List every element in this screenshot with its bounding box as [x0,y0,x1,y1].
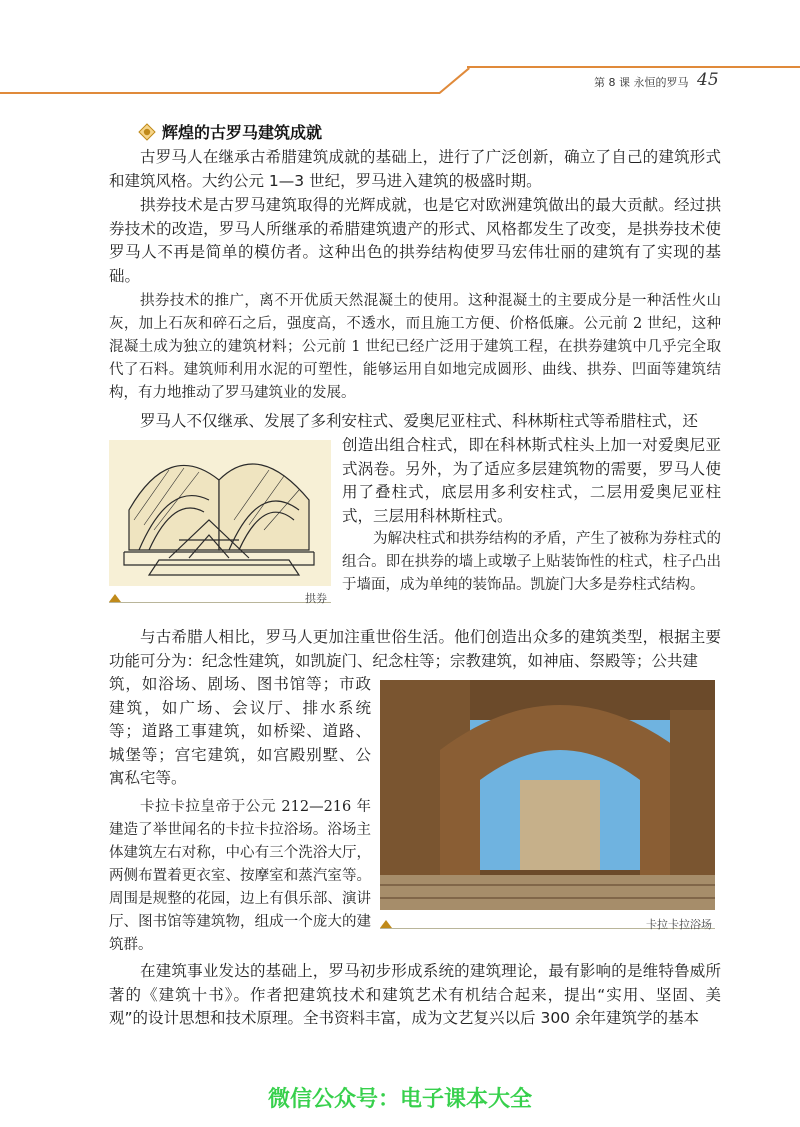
paragraph-8: 在建筑事业发达的基础上，罗马初步形成系统的建筑理论，最有影响的是维特鲁威所著的《建筑十书》。作者把建筑技术和建筑艺术有机结合起来，提出“实用、坚固、美观”的设计思想和技术原理。全书资料丰富，成为文艺复兴以后 300 余年建筑学的基本 [109,962,721,1027]
arch-drawing [109,440,331,586]
arch-figure [109,440,331,586]
paragraph-1: 古罗马人在继承古希腊建筑成就的基础上，进行了广泛创新，确立了自己的建筑形式和建筑风格。大约公元 1—3 世纪，罗马进入建筑的极盛时期。 [109,148,721,190]
paragraph-3: 拱券技术的推广，离不开优质天然混凝土的使用。这种混凝土的主要成分是一种活性火山灰，加上石灰和碎石之后，强度高，不透水，而且施工方便、价格低廉。公元前 2 世纪，这种混凝土成为独立的建筑材料；公元前 1 世纪已经广泛用于建筑工程，在拱券建筑中几乎完全取代了石料。建筑师利用水泥的可塑性，能够运用自如地完成圆形、曲线、拱券、凹面等建筑结构，有力地推动了罗马建筑业的发展。 [109,293,721,401]
watermark: 微信公众号：电子课本大全 [267,1087,532,1112]
baths-illustration [380,680,715,910]
header-rule-slant [438,66,470,94]
paragraph-5: 为解决柱式和拱券结构的矛盾，产生了被称为券柱式的组合。即在拱券的墙上或墩子上贴装饰性的柱式，柱子凸出于墙面，成为单纯的装饰品。凯旋门大多是券柱式结构。 [342,531,721,593]
paragraph-4a: 罗马人不仅继承、发展了多利安柱式、爱奥尼亚柱式、科林斯柱式等希腊柱式，还 [140,412,699,430]
emblem-icon [138,123,156,141]
baths-caption: 卡拉卡拉浴场 [646,918,712,931]
paragraph-6a: 与古希腊人相比，罗马人更加注重世俗生活。他们创造出众多的建筑类型，根据主要功能可分为：纪念性建筑，如凯旋门、纪念柱等；宗教建筑，如神庙、祭殿等；公共建 [109,628,721,670]
arch-caption-rule [109,602,331,603]
header-rule-right [467,66,800,68]
arch-caption: 拱券 [305,592,327,605]
lesson-title: 第 8 课 永恒的罗马 [594,76,689,89]
paragraph-4b: 创造出组合柱式，即在科林斯式柱头上加一对爱奥尼亚式涡卷。另外，为了适应多层建筑物的需要，罗马人使用了叠柱式，底层用多利安柱式，二层用爱奥尼亚柱式，三层用科林斯柱式。 [342,436,721,525]
section-heading [138,120,322,143]
section-title: 辉煌的古罗马建筑成就 [162,123,323,142]
header-rule-left [0,92,440,94]
caption-marker-icon [109,594,121,602]
paragraph-2: 拱券技术是古罗马建筑取得的光辉成就，也是它对欧洲建筑做出的最大贡献。经过拱券技术的改造，罗马人所继承的希腊建筑遗产的形式、风格都发生了改变，是拱券技术使罗马人不再是简单的模仿者。这种出色的拱券结构使罗马宏伟壮丽的建筑有了实现的基础。 [109,196,721,285]
paragraph-7: 卡拉卡拉皇帝于公元 212—216 年建造了举世闻名的卡拉卡拉浴场。浴场主体建筑左右对称，中心有三个洗浴大厅，两侧布置着更衣室、按摩室和蒸汽室等。周围是规整的花园，边上有俱乐部、演讲厅、图书馆等建筑物，组成一个庞大的建筑群。 [109,799,371,953]
baths-photo [380,680,715,910]
paragraph-6b: 筑，如浴场、剧场、图书馆等；市政建筑，如广场、会议厅、排水系统等；道路工事建筑，如桥梁、道路、城堡等；宫宅建筑，如宫殿别墅、公寓私宅等。 [109,675,371,787]
caption-marker-icon [380,920,392,928]
page-number: 45 [697,70,719,90]
